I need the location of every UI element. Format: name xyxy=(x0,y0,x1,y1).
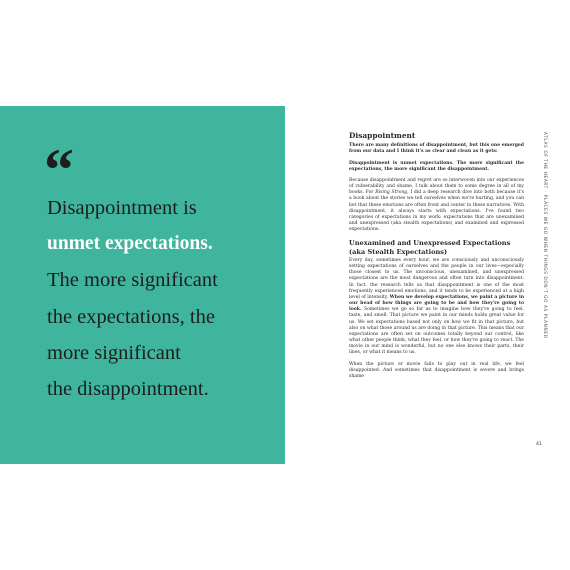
quote-line-highlight: unmet expectations. xyxy=(47,233,213,255)
intro-paragraph: There are many definitions of disappointment, but this one emerged from our data and I think it's as clear and clean as it gets: xyxy=(349,143,524,155)
quote-line-3: The more significant xyxy=(47,269,218,292)
para1-text-a: Because disappointment and regret are so interwoven into our experiences of vulnerability and shame, I talk about them to some degree in all of my books. For xyxy=(349,178,524,196)
body-paragraph-1 xyxy=(349,178,524,233)
para2-text-a: Every day, sometimes every hour, we are consciously and unconsciously setting expectations of ourselves and the people in our lives—especially those closest to us. The unconscious, unexamined, and unexpressed expectations are the most dangerous and often turn into disappointment. In fact, the research tells us that disappointment is one of the most frequently experienced emotions, and it tends to be experienced at a high level of intensity. xyxy=(349,258,524,300)
book-title-italic: Rising Strong xyxy=(375,190,408,196)
subsection-heading: Unexamined and Unexpressed Expectations (aka Stealth Expectations) xyxy=(349,239,511,256)
pull-quote xyxy=(47,190,285,407)
quote-line-4: the expectations, the xyxy=(47,305,215,328)
body-paragraph-2 xyxy=(349,258,524,357)
page-number: 41 xyxy=(536,442,542,447)
running-head: ATLAS OF THE HEART · PLACES WE GO WHEN THINGS DON'T GO AS PLANNED xyxy=(542,132,547,339)
body-paragraph-3: When the picture or movie fails to play out in real life, we feel disappointed. And sometimes that disappointment is severe and brings shame xyxy=(349,361,524,379)
definition-paragraph: Disappointment is unmet expectations. The more significant the expectations, the more significant the disappointment. xyxy=(349,160,524,172)
body-text-column xyxy=(349,131,524,385)
section-heading: Disappointment xyxy=(349,131,416,140)
para1-text-b: , I did a deep research dive into both because it's a book about the stories we tell ourselves when we're hurting, and you can bet that these emotions are often front and center in these narratives. With disappointment, it always starts with expectations. I've found two categories of expectations in my work: expectations that are unexamined and unexpressed (aka stealth expectations) and examined and expressed expectations. xyxy=(349,190,524,233)
quote-line-1: Disappointment is xyxy=(47,197,197,219)
para2-bold-text: When we develop expectations, we paint a picture in our head of how things are going to be and how they're going to look. xyxy=(349,294,524,313)
quote-mark-icon: “ xyxy=(44,137,74,203)
para2-text-c: Sometimes we go so far as to imagine how they're going to feel, taste, and smell. That picture we paint in our minds holds great value for us. We set expectations based not only on how we fit in that picture, but also on what those around us are doing in that picture. This means that our expectations are often set on outcomes totally beyond our control, like what other people think, what they feel, or how they're going to react. The movie in our mind is wonderful, but no one else knows their parts, their lines, or what it means to us. xyxy=(349,307,524,356)
quote-line-5: more significant xyxy=(47,341,181,364)
quote-line-6: the disappointment. xyxy=(47,377,209,400)
